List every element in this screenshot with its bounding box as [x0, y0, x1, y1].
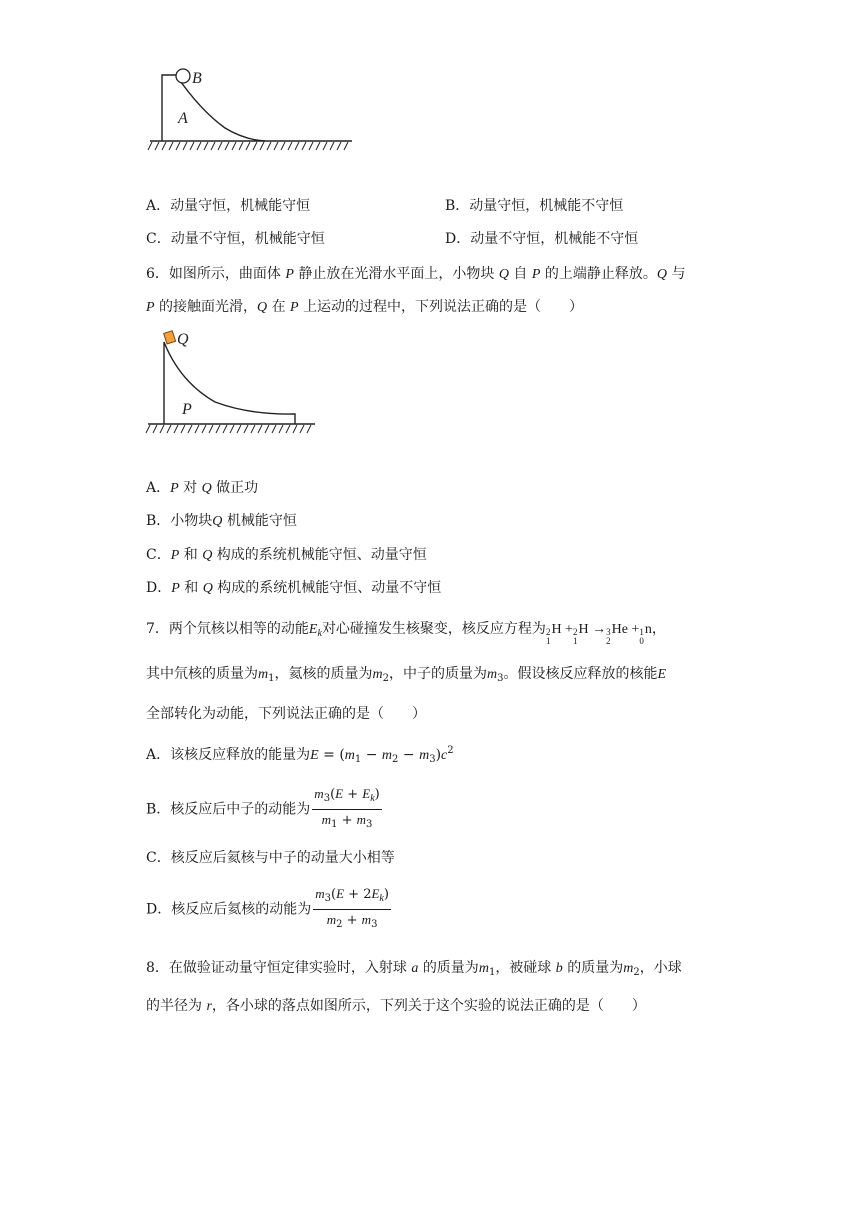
q5-option-b: B．动量守恒，机械能不守恒	[445, 198, 624, 214]
q8-stem-line1: 8．在做验证动量守恒定律实验时，入射球 a 的质量为$m_1$，被碰球 b 的质量为$m_2$，小球	[146, 960, 682, 978]
q7-option-c: C．核反应后氦核与中子的动量大小相等	[146, 850, 395, 866]
q7-stem-line2: 其中氘核的质量为$m_1$，氦核的质量为$m_2$，中子的质量为$m_3$。假设核反应释放的核能E	[146, 666, 667, 684]
q6-stem-line2: P 的接触面光滑，Q 在 P 上运动的过程中，下列说法正确的是（ ）	[146, 299, 584, 315]
figure-ball-on-curved-body	[140, 60, 360, 155]
q6-option-c: C．P 和 Q 构成的系统机械能守恒、动量守恒	[146, 547, 427, 563]
ball-b	[176, 69, 190, 83]
q5-option-a: A．动量守恒，机械能守恒	[146, 198, 311, 214]
q5-option-d: D．动量不守恒，机械能不守恒	[445, 231, 639, 247]
ball-b-label: B	[192, 70, 202, 87]
q7-option-a: A．该核反应释放的能量为$E = (m_1 - m_2 - m_3)c^2$	[146, 745, 454, 765]
q7-option-b: B．核反应后中子的动能为 $\frac{m_3(E + E_k)}{m_1 + m_3}$	[146, 786, 380, 830]
q7-option-d: D．核反应后氦核的动能为 $\frac{m_3(E + 2E_k)}{m_2 + m_3}$	[146, 886, 389, 930]
body-a-label: A	[178, 110, 188, 127]
q7-stem-line1: 7．两个氘核以相等的动能$E_k$对心碰撞发生核聚变，核反应方程为 2 1 H + 2 1 H → 3 2 He + 1 0 n，	[146, 621, 666, 646]
q5-option-c: C．动量不守恒，机械能守恒	[146, 231, 325, 247]
q8-stem-line2: 的半径为 r，各小球的落点如图所示，下列关于这个实验的说法正确的是（ ）	[146, 998, 646, 1014]
block-q-label: Q	[177, 331, 189, 348]
q6-stem-line1: 6．如图所示，曲面体 P 静止放在光滑水平面上，小物块 Q 自 P 的上端静止释放。Q 与	[146, 266, 686, 282]
figure-block-on-curved-body	[140, 322, 325, 437]
q6-option-d: D．P 和 Q 构成的系统机械能守恒、动量不守恒	[146, 580, 442, 596]
body-p-label: P	[182, 401, 192, 418]
q7-stem-line3: 全部转化为动能，下列说法正确的是（ ）	[146, 706, 426, 722]
q6-option-a: A．P 对 Q 做正功	[146, 480, 259, 496]
block-q	[164, 331, 176, 344]
q6-option-b: B．小物块Q 机械能守恒	[146, 513, 297, 529]
nuclear-equation: 2 1 H + 2 1 H → 3 2 He + 1 0 n	[545, 622, 652, 646]
